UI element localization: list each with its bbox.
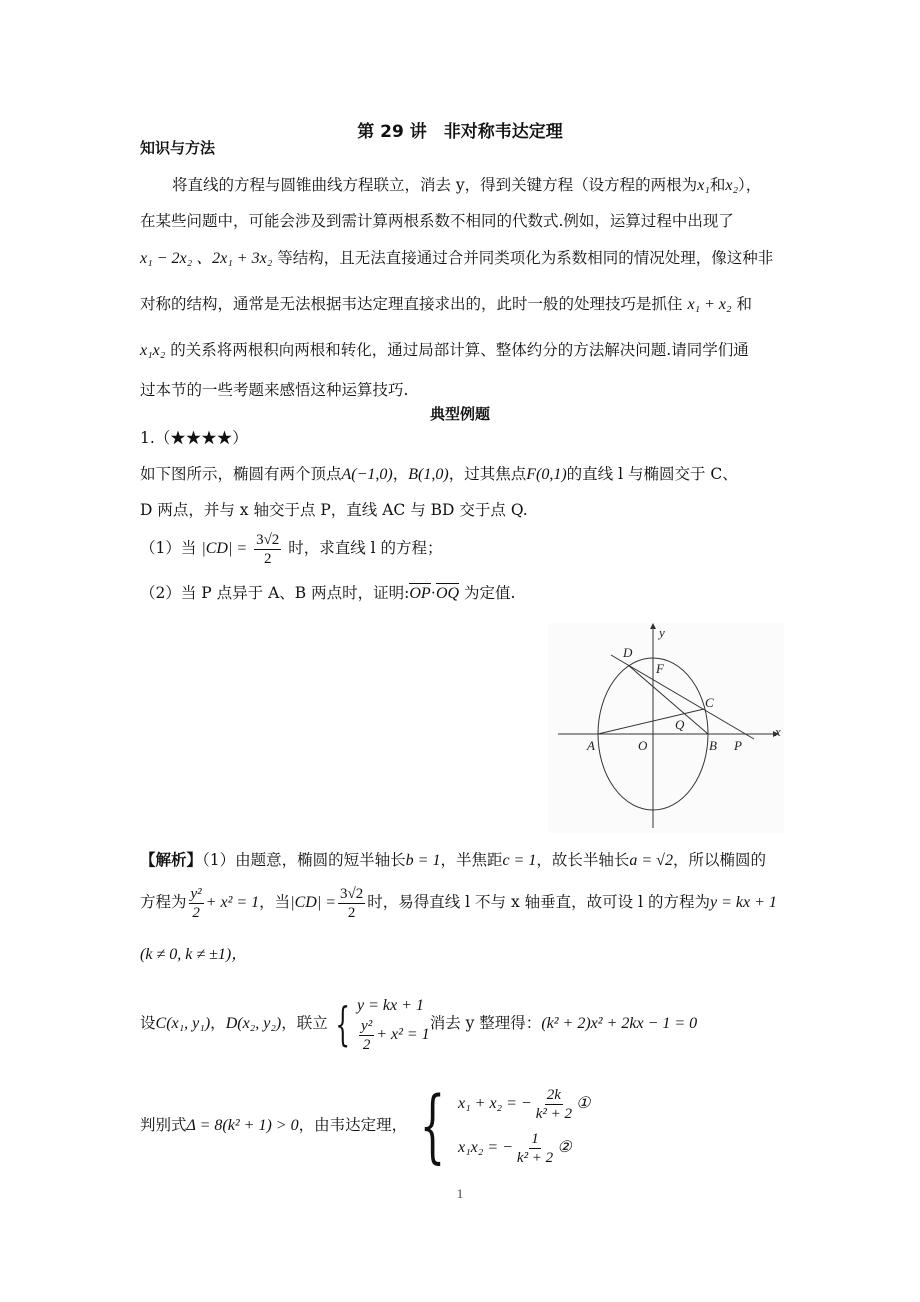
denominator: k² + 2: [516, 1149, 554, 1166]
page-title: 第 29 讲 非对称韦达定理: [357, 122, 563, 142]
math-a: a = √2: [629, 852, 673, 869]
label-q: Q: [675, 717, 685, 732]
line-ac: [598, 709, 704, 734]
text: 设: [140, 1014, 156, 1032]
denominator: 2: [192, 904, 200, 921]
point-f: F(0,1): [526, 466, 567, 483]
equation-system: [357, 995, 430, 1054]
vector-oq: OQ: [435, 585, 460, 602]
system-row-1: y = kx + 1: [357, 996, 424, 1014]
vector-op: OP: [409, 585, 431, 602]
knowledge-line-2: 在某些问题中，可能会涉及到需计算两根系数不相同的代数式.例如，运算过程中出现了: [140, 212, 734, 230]
text: 方程为: [140, 893, 187, 911]
section-heading-knowledge: 知识与方法: [140, 139, 216, 157]
text: 对称的结构，通常是无法根据韦达定理直接求出的，此时一般的处理技巧是抓住: [140, 295, 683, 313]
math-b: b = 1: [405, 852, 441, 869]
numerator: 3√2: [256, 531, 280, 548]
label-y: y: [659, 625, 665, 640]
dot-operator: ·: [430, 585, 436, 602]
text: ，半焦距: [440, 851, 503, 869]
point-c: C(x₁, y₁): [155, 1015, 211, 1032]
knowledge-line-6: 过本节的一些考题来感悟这种运算技巧.: [140, 381, 409, 399]
denominator: 2: [362, 1036, 371, 1053]
math-x2: x₂: [725, 177, 739, 194]
text: 消去 y 整理得：: [429, 1014, 542, 1032]
text: ，联立: [281, 1014, 328, 1032]
numerator: 3√2: [340, 885, 364, 902]
ellipse-diagram-svg: [548, 623, 784, 833]
text: 判别式: [140, 1116, 187, 1134]
fraction: [338, 885, 365, 922]
solution-line-2: [140, 882, 777, 923]
text: 将直线的方程与圆锥曲线方程联立，消去 y，得到关键方程（设方程的两根为: [172, 176, 698, 194]
text: ，故长半轴长: [536, 851, 630, 869]
problem-stem-line-1: [140, 464, 738, 485]
circled-tag-1: ①: [575, 1095, 591, 1112]
vieta-row-1: [458, 1082, 590, 1126]
section-heading-examples: 典型例题: [429, 405, 490, 423]
label-x: x: [775, 724, 781, 739]
knowledge-line-3: [140, 248, 773, 269]
solution-tag: 【解析】: [140, 850, 203, 869]
label-c: C: [705, 695, 714, 710]
text: ，过其焦点: [448, 465, 527, 483]
solution-line-4: [140, 993, 697, 1054]
numerator: 2k: [546, 1086, 561, 1103]
system-row-2: [357, 1017, 430, 1054]
numerator: y²: [361, 1017, 373, 1034]
text: （1）当: [140, 539, 197, 557]
denominator: 2: [263, 550, 272, 567]
knowledge-line-4: [140, 294, 752, 315]
text: 的关系将两根积向两根和转化，通过局部计算、整体约分的方法解决问题.请同学们通: [170, 341, 749, 359]
math-k-conditions: (k ≠ 0, k ≠ ±1)，: [140, 946, 248, 963]
point-a: A(−1,0): [341, 466, 393, 483]
text: 和: [709, 176, 726, 194]
text: ），: [738, 176, 762, 194]
text: （2）当 P 点异于 A、B 两点时，证明:: [140, 584, 410, 602]
text: （1）由题意，椭圆的短半轴长: [202, 851, 406, 869]
vieta-system: [458, 1082, 590, 1170]
ellipse-figure: [548, 623, 784, 833]
numerator: y²: [190, 885, 202, 902]
solution-line-3: [140, 944, 247, 965]
math-ellipse-eq: + x² = 1: [205, 894, 260, 911]
math-discriminant: Δ = 8(k² + 1) > 0: [186, 1117, 299, 1134]
label-f: F: [656, 661, 664, 676]
page-number: 1: [456, 1186, 464, 1201]
label-d: D: [623, 645, 633, 660]
problem-number: 1.（★★★★）: [140, 429, 248, 447]
problem-stem-line-2: D 两点，并与 x 轴交于点 P，直线 AC 与 BD 交于点 Q.: [140, 501, 528, 519]
knowledge-line-1: [172, 175, 761, 196]
solution-line-1: [140, 850, 766, 871]
text: ，当: [259, 893, 291, 911]
text: ，: [392, 465, 409, 483]
fraction: [515, 1130, 555, 1167]
text: 等结构，且无法直接通过合并同类项化为系数相同的情况处理，像这种非: [277, 249, 774, 267]
text: 为定值.: [464, 584, 516, 602]
question-1: [140, 530, 443, 568]
math-c: c = 1: [502, 852, 537, 869]
math-expr: x₁ + x₂: [687, 296, 732, 313]
fraction: [534, 1086, 574, 1123]
numerator: 1: [531, 1130, 539, 1147]
fraction: [189, 885, 204, 922]
fraction: [359, 1017, 374, 1054]
label-p: P: [734, 738, 742, 753]
y-axis-arrow-icon: [650, 623, 656, 629]
text: 时，求直线 l 的方程；: [288, 539, 443, 557]
text: ，由韦达定理，: [298, 1116, 408, 1134]
math-expr: x₁ − 2x₂ 、2x₁ + 3x₂: [140, 250, 273, 267]
label-b: B: [709, 738, 717, 753]
text: 如下图所示，椭圆有两个顶点: [140, 465, 342, 483]
point-b: B(1,0): [408, 466, 449, 483]
text: 的直线 l 与椭圆交于 C、: [566, 465, 738, 483]
text: ，: [210, 1014, 226, 1032]
brace-icon: {: [419, 1079, 446, 1172]
question-2: [140, 583, 515, 604]
label-o: O: [638, 738, 648, 753]
label-a: A: [587, 738, 595, 753]
knowledge-line-5: [140, 340, 749, 361]
point-d: D(x₂, y₂): [225, 1015, 282, 1032]
brace-icon: {: [335, 997, 350, 1051]
math-line-eq: y = kx + 1: [709, 894, 777, 911]
vieta-row-2-lhs: x₁x₂ = −: [457, 1139, 513, 1156]
math-x1: x₁: [697, 177, 710, 194]
math-abs-cd: |CD| =: [201, 540, 248, 557]
fraction: [254, 531, 281, 568]
text: 和: [736, 295, 753, 313]
circled-tag-2: ②: [557, 1139, 572, 1156]
text: 时，易得直线 l 不与 x 轴垂直，故可设 l 的方程为: [367, 893, 710, 911]
math-quadratic: (k² + 2)x² + 2kx − 1 = 0: [541, 1015, 698, 1032]
solution-line-5: [140, 1080, 590, 1171]
vieta-row-2: [458, 1126, 590, 1170]
system-row-2-rest: + x² = 1: [376, 1025, 430, 1043]
text: ，所以椭圆的: [672, 851, 766, 869]
denominator: k² + 2: [535, 1105, 572, 1122]
math-abs-cd: |CD| =: [290, 894, 337, 911]
vieta-row-1-lhs: x₁ + x₂ = −: [457, 1095, 532, 1112]
math-expr: x₁x₂: [140, 342, 166, 359]
denominator: 2: [347, 904, 356, 921]
